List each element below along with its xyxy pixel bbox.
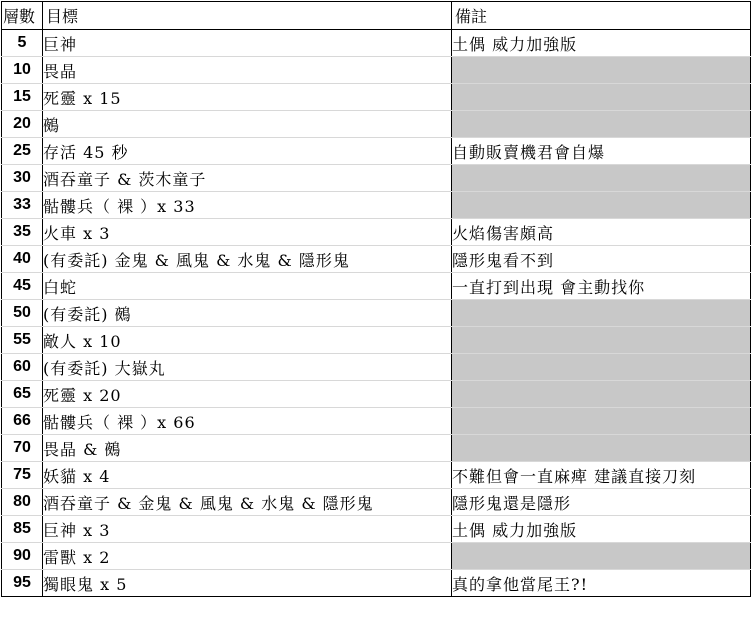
target-cell[interactable]: (有委託) 金鬼 & 風鬼 & 水鬼 & 隱形鬼 xyxy=(43,246,452,273)
table-row xyxy=(2,246,751,273)
floor-cell[interactable]: 25 xyxy=(2,138,43,165)
note-cell-empty[interactable] xyxy=(452,543,751,570)
note-cell-empty[interactable] xyxy=(452,84,751,111)
table-row xyxy=(2,543,751,570)
floor-cell[interactable]: 45 xyxy=(2,273,43,300)
target-cell[interactable]: (有委託) 大嶽丸 xyxy=(43,354,452,381)
table-row xyxy=(2,273,751,300)
target-cell[interactable]: 妖貓 x 4 xyxy=(43,462,452,489)
note-cell-empty[interactable] xyxy=(452,111,751,138)
target-cell[interactable]: 死靈 x 15 xyxy=(43,84,452,111)
table-row xyxy=(2,570,751,597)
target-cell[interactable]: 畏晶 & 鵺 xyxy=(43,435,452,462)
floor-cell[interactable]: 50 xyxy=(2,300,43,327)
floor-cell[interactable]: 70 xyxy=(2,435,43,462)
note-cell-empty[interactable] xyxy=(452,435,751,462)
note-cell[interactable]: 土偶 威力加強版 xyxy=(452,30,751,57)
header-floor[interactable]: 層數 xyxy=(2,2,43,30)
note-cell[interactable]: 土偶 威力加強版 xyxy=(452,516,751,543)
floor-cell[interactable]: 60 xyxy=(2,354,43,381)
table-row xyxy=(2,111,751,138)
floor-cell[interactable]: 90 xyxy=(2,543,43,570)
table-row xyxy=(2,354,751,381)
target-cell[interactable]: 敵人 x 10 xyxy=(43,327,452,354)
floor-cell[interactable]: 40 xyxy=(2,246,43,273)
note-cell-empty[interactable] xyxy=(452,192,751,219)
target-cell[interactable]: 雷獸 x 2 xyxy=(43,543,452,570)
header-row xyxy=(2,2,751,30)
note-cell[interactable]: 一直打到出現 會主動找你 xyxy=(452,273,751,300)
note-cell-empty[interactable] xyxy=(452,165,751,192)
table-row xyxy=(2,138,751,165)
floor-cell[interactable]: 75 xyxy=(2,462,43,489)
target-cell[interactable]: 死靈 x 20 xyxy=(43,381,452,408)
floor-cell[interactable]: 35 xyxy=(2,219,43,246)
boss-floor-table xyxy=(1,1,751,597)
table-body xyxy=(2,30,751,597)
floor-cell[interactable]: 66 xyxy=(2,408,43,435)
target-cell[interactable]: 鵺 xyxy=(43,111,452,138)
table-row xyxy=(2,435,751,462)
floor-cell[interactable]: 15 xyxy=(2,84,43,111)
note-cell-empty[interactable] xyxy=(452,354,751,381)
target-cell[interactable]: 畏晶 xyxy=(43,57,452,84)
table-row xyxy=(2,192,751,219)
note-cell-empty[interactable] xyxy=(452,57,751,84)
target-cell[interactable]: 巨神 x 3 xyxy=(43,516,452,543)
note-cell-empty[interactable] xyxy=(452,408,751,435)
header-target[interactable]: 目標 xyxy=(43,2,452,30)
note-cell[interactable]: 隱形鬼還是隱形 xyxy=(452,489,751,516)
note-cell[interactable]: 隱形鬼看不到 xyxy=(452,246,751,273)
floor-cell[interactable]: 85 xyxy=(2,516,43,543)
note-cell[interactable]: 自動販賣機君會自爆 xyxy=(452,138,751,165)
note-cell-empty[interactable] xyxy=(452,327,751,354)
table-row xyxy=(2,300,751,327)
floor-cell[interactable]: 65 xyxy=(2,381,43,408)
floor-cell[interactable]: 33 xyxy=(2,192,43,219)
table-row xyxy=(2,219,751,246)
table-row xyxy=(2,381,751,408)
floor-cell[interactable]: 80 xyxy=(2,489,43,516)
floor-cell[interactable]: 10 xyxy=(2,57,43,84)
table-row xyxy=(2,57,751,84)
target-cell[interactable]: 存活 45 秒 xyxy=(43,138,452,165)
target-cell[interactable]: 酒吞童子 & 茨木童子 xyxy=(43,165,452,192)
table-row xyxy=(2,462,751,489)
floor-cell[interactable]: 30 xyxy=(2,165,43,192)
table-row xyxy=(2,327,751,354)
note-cell[interactable]: 真的拿他當尾王?! xyxy=(452,570,751,597)
note-cell[interactable]: 不難但會一直麻痺 建議直接刀刻 xyxy=(452,462,751,489)
target-cell[interactable]: 巨神 xyxy=(43,30,452,57)
floor-cell[interactable]: 5 xyxy=(2,30,43,57)
floor-cell[interactable]: 95 xyxy=(2,570,43,597)
target-cell[interactable]: 白蛇 xyxy=(43,273,452,300)
floor-cell[interactable]: 55 xyxy=(2,327,43,354)
target-cell[interactable]: 酒吞童子 & 金鬼 & 風鬼 & 水鬼 & 隱形鬼 xyxy=(43,489,452,516)
target-cell[interactable]: 骷髏兵（ 裸 ）x 66 xyxy=(43,408,452,435)
table-row xyxy=(2,165,751,192)
table-row xyxy=(2,84,751,111)
table-row xyxy=(2,516,751,543)
table-row xyxy=(2,30,751,57)
table-row xyxy=(2,489,751,516)
target-cell[interactable]: (有委託) 鵺 xyxy=(43,300,452,327)
table-row xyxy=(2,408,751,435)
floor-cell[interactable]: 20 xyxy=(2,111,43,138)
note-cell-empty[interactable] xyxy=(452,300,751,327)
note-cell-empty[interactable] xyxy=(452,381,751,408)
header-note[interactable]: 備註 xyxy=(452,2,751,30)
target-cell[interactable]: 獨眼鬼 x 5 xyxy=(43,570,452,597)
target-cell[interactable]: 火車 x 3 xyxy=(43,219,452,246)
note-cell[interactable]: 火焰傷害頗高 xyxy=(452,219,751,246)
target-cell[interactable]: 骷髏兵（ 裸 ）x 33 xyxy=(43,192,452,219)
